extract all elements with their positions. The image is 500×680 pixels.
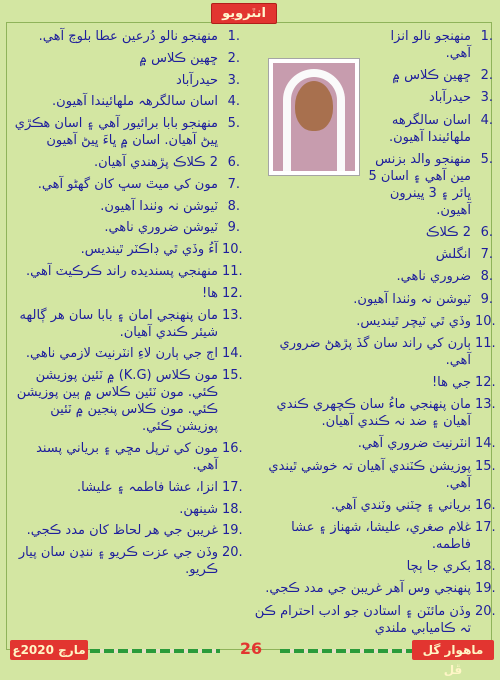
answer-number: 19.: [475, 581, 496, 597]
answer-number: 16.: [222, 440, 243, 456]
answer-number: 20.: [222, 545, 243, 561]
answer-number: 3.: [480, 90, 493, 106]
answer-text: شينهن.: [179, 501, 218, 517]
answer-number: 5.: [480, 151, 493, 167]
answer-item: [251, 558, 496, 575]
answer-item: [251, 28, 493, 62]
answer-text: مون کي ترپل مڇي ۽ برياني پسند آهي.: [36, 440, 218, 473]
answer-text: آءُ وڏي ٿي ڊاڪٽر ٿينديس.: [80, 242, 218, 258]
page-number: 26: [239, 639, 263, 658]
answer-number: 7.: [480, 247, 493, 263]
answer-item: [8, 522, 243, 539]
answer-item: [8, 93, 240, 110]
section-title: انٽرويو: [211, 3, 277, 24]
answer-item: [8, 50, 240, 67]
answer-item: [8, 544, 243, 578]
answer-text: ضروري ناهي.: [396, 269, 471, 285]
answer-text: منهنجو بابا برائيور آهي ۽ اسان هڪڙي ڀيڻ آهيان. اسان ۾ ڀاءَ ڀيڻ آهيون: [14, 116, 218, 149]
answer-item: [8, 263, 243, 280]
answer-text: ٽيوشن نہ وٺندا آهيون.: [100, 198, 218, 214]
answer-item: [8, 307, 243, 341]
left-answer-column: [8, 28, 243, 583]
answer-number: 18.: [475, 559, 496, 575]
answer-item: [251, 151, 493, 219]
answer-text: مان پنهنجي ماءُ سان ڪچهري ڪندي آهيان ۽ ضد نہ ڪندي آهيان.: [276, 397, 471, 430]
answer-text: منهنجو نالو انزا آهي.: [390, 29, 471, 61]
answer-number: 4.: [480, 112, 493, 128]
answer-number: 12.: [475, 375, 496, 391]
answer-number: 13.: [222, 307, 243, 323]
answer-text: حيدرآباد: [428, 90, 471, 106]
answer-text: برياني ۽ چٽني وٽندي آهي.: [331, 497, 471, 513]
answer-text: منهنجو نالو دُرعين عطا بلوچ آهي.: [38, 29, 218, 44]
answer-text: ها!: [201, 285, 218, 301]
answer-item: [8, 176, 240, 193]
page-footer: [0, 636, 500, 677]
answer-text: انزا، عشا فاطمہ ۽ عليشا.: [76, 479, 218, 495]
answer-text: مون کي ميٿ سڀ کان گهڻو آهي.: [37, 176, 218, 192]
answer-text: جي ها!: [431, 375, 471, 391]
answer-number: 10.: [475, 313, 496, 329]
answer-number: 10.: [222, 242, 243, 258]
answer-item: [251, 497, 496, 514]
answer-item: [251, 374, 496, 391]
answer-text: غلام صغري، عليشا، شهناز ۽ عشا فاطمه.: [291, 520, 471, 552]
answer-text: منهنجي پسنديده راند ڪرڪيٽ آهي.: [26, 263, 218, 279]
answer-number: 11.: [475, 335, 496, 351]
answer-number: 14.: [222, 346, 243, 362]
answer-text: پنهنجي وس آهر غريبن جي مدد ڪجي.: [265, 581, 471, 597]
answer-text: منهنجو والد بزنس مين آهي ۽ اسان 5 ڀائر ۽ 3 ڀينرون آهيون.: [368, 151, 471, 218]
answer-item: [8, 115, 240, 149]
answer-text: اسان سالگرهه ملهائيندا آهيون.: [388, 112, 471, 145]
footer-divider-right: [280, 649, 412, 653]
answer-number: 15.: [475, 458, 496, 474]
answer-text: پوزيشن ڪٽندي آهيان تہ خوشي ٿيندي آهي.: [268, 458, 471, 491]
answer-number: 19.: [222, 523, 243, 539]
answer-item: [251, 67, 493, 84]
answer-number: 6.: [227, 154, 240, 170]
answer-item: [251, 112, 493, 146]
answer-item: [251, 396, 496, 430]
answer-number: 9.: [480, 291, 493, 307]
answer-item: [251, 335, 496, 369]
answer-item: [8, 501, 243, 518]
answer-number: 17.: [222, 479, 243, 495]
footer-date: مارچ 2020ع: [10, 640, 88, 660]
answer-item: [251, 435, 496, 452]
answer-item: [8, 367, 243, 435]
answer-item: [251, 89, 493, 106]
answer-item: [251, 458, 496, 492]
answer-text: اسان سالگرهہ ملهائيندا آهيون.: [52, 94, 218, 110]
answer-number: 7.: [227, 176, 240, 192]
answer-number: 5.: [227, 116, 240, 132]
answer-number: 17.: [475, 520, 496, 535]
answer-item: [8, 479, 243, 496]
answer-item: [8, 219, 240, 236]
answer-item: [8, 72, 240, 89]
answer-text: انٽرنيٽ ضروري آهي.: [357, 436, 471, 452]
answer-number: 8.: [227, 198, 240, 214]
answer-item: [251, 603, 496, 637]
answer-number: 12.: [222, 285, 243, 301]
answer-item: [8, 198, 240, 215]
answer-number: 9.: [227, 220, 240, 236]
answer-number: 3.: [227, 72, 240, 88]
answer-number: 20.: [475, 603, 496, 619]
footer-divider-left: [90, 649, 220, 653]
answer-number: 11.: [222, 263, 243, 279]
answer-item: [8, 285, 243, 302]
answer-number: 13.: [475, 397, 496, 413]
answer-number: 14.: [475, 436, 496, 452]
answer-text: ڇهين ڪلاس ۾: [392, 68, 471, 84]
answer-number: 18.: [222, 501, 243, 517]
answer-number: 8.: [480, 269, 493, 285]
answer-item: [251, 313, 496, 330]
answer-text: ڇهين ڪلاس ۾: [139, 50, 218, 66]
answer-number: 6.: [480, 224, 493, 240]
answer-item: [251, 291, 493, 308]
answer-text: غريبن جي هر لحاظ کان مدد ڪجي.: [26, 523, 218, 539]
answer-item: [8, 241, 243, 258]
answer-item: [251, 268, 493, 285]
answer-item: [8, 154, 240, 171]
answer-item: [251, 246, 493, 263]
answer-text: وڏن مائٽن ۽ استادن جو ادب احترام ڪن تہ ڪاميابي ملندي: [254, 603, 471, 636]
answer-text: بکري جا ٻچا: [406, 559, 471, 575]
answer-item: [8, 345, 243, 362]
magazine-name: ماهوار گل ڦل: [412, 640, 494, 660]
answer-text: مان پنهنجي امان ۽ بابا سان هر ڳالهه شيئر ڪندي آهيان.: [19, 307, 218, 340]
answer-number: 2.: [227, 50, 240, 66]
answer-number: 1.: [480, 29, 493, 44]
answer-text: ٽيوشن ضروري ناهي.: [104, 220, 218, 236]
answer-text: انگلش: [435, 247, 471, 263]
answer-item: [8, 28, 240, 45]
answer-number: 1.: [227, 29, 240, 44]
answer-text: ٽيوشن نہ وٺندا آهيون.: [353, 291, 471, 307]
answer-text: اڄ جي ٻارن لاءِ انٽرنيٽ لازمي ناهي.: [25, 346, 218, 362]
answer-item: [251, 580, 496, 597]
answer-text: 2 ڪلاڪ پڙهندي آهيان.: [93, 154, 218, 170]
answer-text: ٻارن کي راند سان گڏ پڙهڻ ضروري آهي.: [279, 335, 471, 368]
answer-item: [251, 519, 496, 553]
answer-number: 16.: [475, 497, 496, 513]
answer-item: [8, 440, 243, 474]
answer-text: وڏي ٿي ٽيچر ٿينديس.: [356, 313, 471, 329]
answer-number: 2.: [480, 68, 493, 84]
answer-text: حيدرآباد: [175, 72, 218, 88]
answer-text: 2 ڪلاڪ: [425, 224, 471, 240]
answer-text: وڏن جي عزت ڪريو ۽ ننڍن سان پيار ڪريو.: [18, 545, 218, 578]
answer-number: 15.: [222, 368, 243, 384]
answer-text: مون ڪلاس (K.G) ۾ ٽئين پوزيشن ڪئي. مون ٽئين ڪلاس ۾ ٻين پوزيشن ڪئي. مون ڪلاس پنجين ۾ ٽئين پوزيشن ڪئي.: [16, 368, 218, 435]
answer-item: [251, 224, 493, 241]
answer-number: 4.: [227, 94, 240, 110]
right-answer-column: [251, 28, 496, 642]
